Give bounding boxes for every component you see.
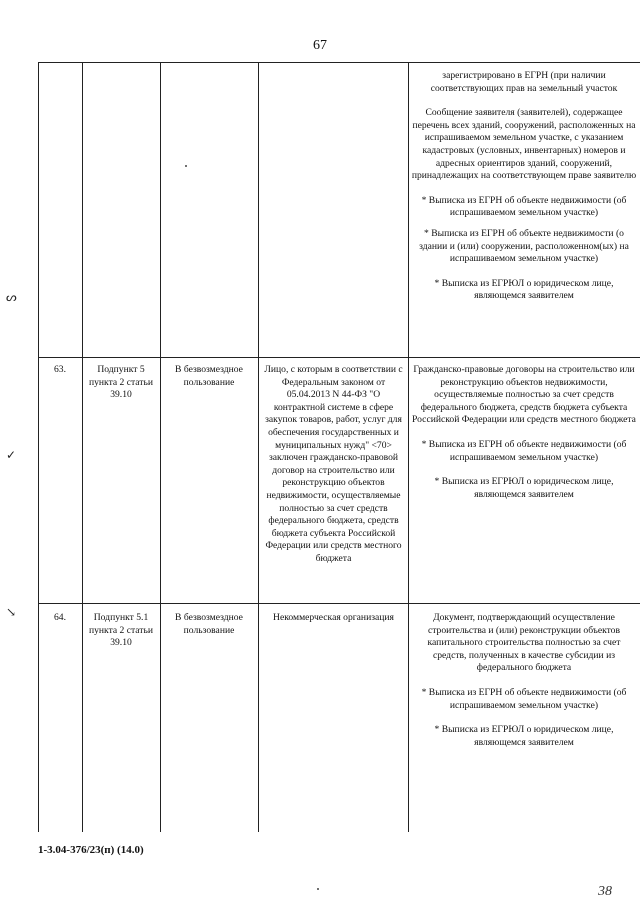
document-item: * Выписка из ЕГРЮЛ о юридическом лице, являющемся заявителем — [434, 476, 614, 500]
row-63-basis: Подпункт 5 пункта 2 статьи 39.10 — [88, 364, 154, 401]
table-border-left — [38, 62, 39, 832]
row-separator-64 — [38, 603, 640, 604]
row-64-form: В безвозмездное пользование — [175, 612, 243, 636]
scan-margin-mark: ✓ — [6, 448, 17, 462]
table-divider-4 — [408, 62, 409, 832]
table-row-continuation-documents — [410, 70, 638, 303]
document-item: Сообщение заявителя (заявителей), содержащее перечень всех зданий, сооружений, расположенных на испрашиваемом земельном участке, с указанием кадастровых (условных, инвентарных) номеров и адресных ориентиров зданий, сооружений, принадлежащих на соответствующем праве заявителю — [411, 107, 637, 182]
document-item: * Выписка из ЕГРН об объекте недвижимости (об испрашиваемом земельном участке) — [421, 438, 627, 463]
document-item: зарегистрировано в ЕГРН (при наличии соответствующих прав на земельный участок — [430, 70, 618, 94]
scan-margin-mark: ↘ — [6, 605, 17, 619]
document-item: * Выписка из ЕГРН об объекте недвижимости (об испрашиваемом земельном участке) — [421, 686, 627, 711]
row-separator-63 — [38, 357, 640, 358]
row-63-form: В безвозмездное пользование — [175, 364, 243, 388]
row-63-documents — [410, 364, 638, 501]
table-top-border — [38, 62, 640, 63]
document-item: * Выписка из ЕГРЮЛ о юридическом лице, являющемся заявителем — [434, 277, 614, 302]
scan-margin-mark: ᔕ — [6, 290, 17, 304]
row-64-number: 64. — [54, 612, 66, 623]
document-item: Гражданско-правовые договоры на строительство или реконструкцию объектов недвижимости, осуществляемые полностью за счет средств федерального бюджета, средств бюджета субъекта Российской Федерации или средств местного бюджета — [412, 364, 636, 426]
page-number: 67 — [313, 38, 327, 53]
document-code: 1-3.04-376/23(п) (14.0) — [38, 844, 144, 856]
table-divider-1 — [82, 62, 83, 832]
document-item: * Выписка из ЕГРН об объекте недвижимости (об испрашиваемом земельном участке) — [421, 194, 627, 219]
row-64-applicant: Некоммерческая организация — [273, 612, 394, 623]
handwritten-page-note: 38 — [598, 884, 612, 899]
table-divider-2 — [160, 62, 161, 832]
table-divider-3 — [258, 62, 259, 832]
document-item: * Выписка из ЕГРН об объекте недвижимости (о здании и (или) сооружении, расположенном(ых) на испрашиваемом земельном участке) — [419, 227, 629, 265]
row-63-applicant: Лицо, с которым в соответствии с Федеральным законом от 05.04.2013 N 44-ФЗ "О контрактной системе в сфере закупок товаров, работ, услуг для обеспечения государственных и муниципальных нужд" <70> заключен гражданско-правовой договор на строительство или реконструкцию объектов недвижимости, осуществляемые полностью за счет средств федерального бюджета, средств бюджета субъекта Российской Федерации или средств местного бюджета — [264, 364, 403, 564]
scan-dot — [317, 888, 319, 890]
document-item: Документ, подтверждающий осуществление строительства и (или) реконструкции объектов капитального строительства полностью за счет средств, полученных в качестве субсидии из федерального бюджета — [427, 612, 621, 674]
scan-dot — [185, 165, 187, 167]
row-64-documents — [410, 612, 638, 749]
row-63-number: 63. — [54, 364, 66, 375]
row-64-basis: Подпункт 5.1 пункта 2 статьи 39.10 — [88, 612, 154, 649]
document-item: * Выписка из ЕГРЮЛ о юридическом лице, являющемся заявителем — [434, 724, 614, 748]
